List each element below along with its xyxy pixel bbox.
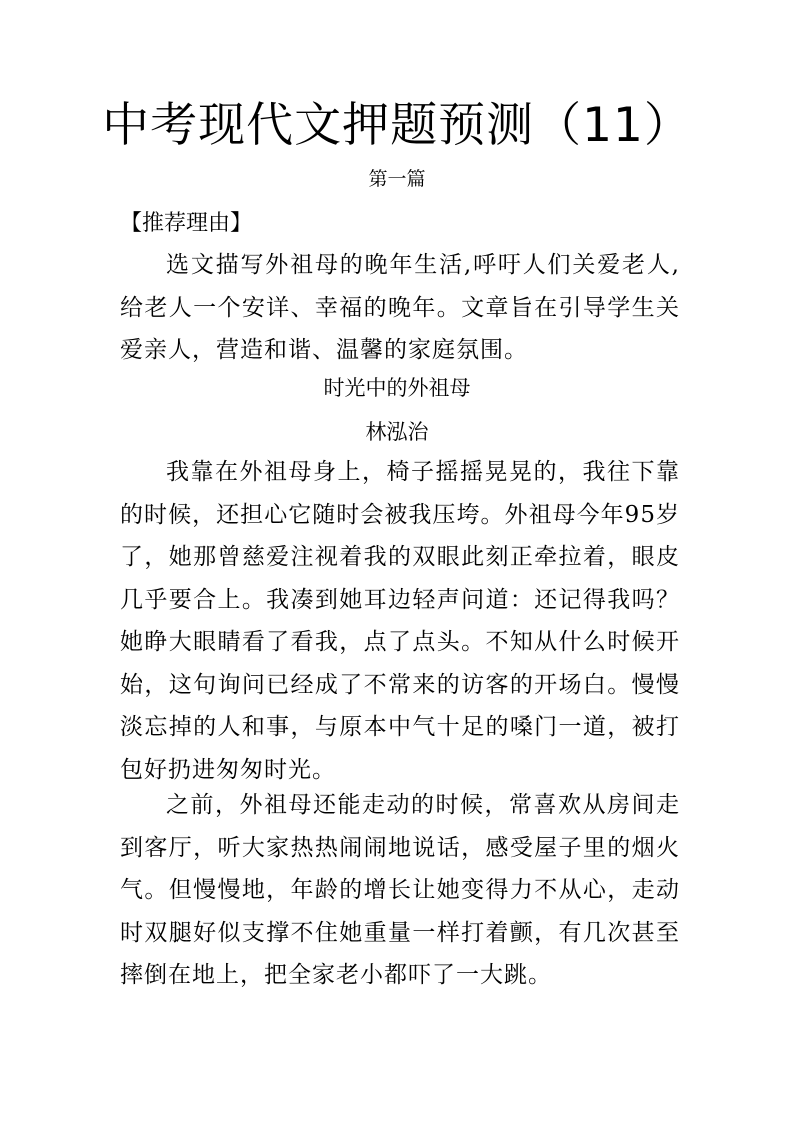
section-label-reason: 【推荐理由】	[120, 211, 253, 236]
body-paragraph: 之前，外祖母还能走动的时候，常喜欢从房间走到客厅，听大家热热闹闹地说话，感受屋子里的烟火气。但慢慢地，年龄的增长让她变得力不从心，走动时双腿好似支撑不住她重量一样打着颤，有几次甚至摔倒在地上，把全家老小都吓了一大跳。	[120, 792, 680, 988]
body-paragraph: 我靠在外祖母身上，椅子摇摇晃晃的，我往下靠的时候，还担心它随时会被我压垮。外祖母今年95岁了，她那曾慈爱注视着我的双眼此刻正牵拉着，眼皮几乎要合上。我凑到她耳边轻声问道：还记得我吗？她睁大眼睛看了看我，点了点头。不知从什么时候开始，这句询问已经成了不常来的访客的开场白。慢慢淡忘掉的人和事，与原本中气十足的嗓门一道，被打包好扔进匆匆时光。	[120, 459, 680, 783]
document-subtitle: 第一篇	[368, 168, 426, 190]
reason-paragraph: 选文描写外祖母的晚年生活,呼吁人们关爱老人,给老人一个安详、幸福的晚年。文章旨在引导学生关爱亲人，营造和谐、温馨的家庭氛围。	[120, 252, 680, 363]
article-author: 林泓治	[365, 420, 429, 444]
document-title: 中考现代文押题预测（11）	[102, 98, 692, 153]
article-title: 时光中的外祖母	[323, 376, 471, 400]
